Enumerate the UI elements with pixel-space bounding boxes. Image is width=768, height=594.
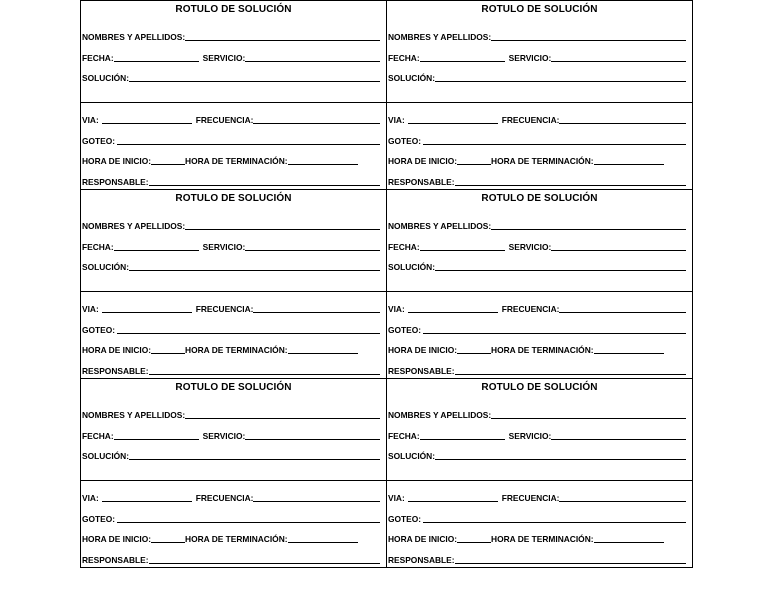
nombres-label: NOMBRES Y APELLIDOS: [388, 410, 492, 420]
fecha-servicio-row [388, 50, 686, 64]
goteo-row [388, 322, 686, 336]
via-label: VIA: [388, 304, 405, 314]
horas-row [82, 342, 380, 356]
fecha-label: FECHA: [82, 431, 114, 441]
horas-row [82, 153, 380, 167]
via-frecuencia-row [388, 301, 686, 315]
nombres-label: NOMBRES Y APELLIDOS: [82, 221, 186, 231]
goteo-label: GOTEO: [82, 514, 116, 524]
hora-inicio-label: HORA DE INICIO: [82, 156, 152, 166]
hora-terminacion-field[interactable] [594, 353, 664, 354]
hora-terminacion-field[interactable] [594, 542, 664, 543]
solucion-field[interactable] [435, 270, 686, 271]
via-field[interactable] [102, 501, 192, 502]
fecha-servicio-row [388, 428, 686, 442]
card-title: ROTULO DE SOLUCIÓN [175, 382, 292, 393]
solucion-label: SOLUCIÓN: [388, 451, 435, 461]
card-title: ROTULO DE SOLUCIÓN [481, 4, 598, 15]
hora-terminacion-label: HORA DE TERMINACIÓN: [185, 156, 288, 166]
nombres-field[interactable] [185, 40, 380, 41]
servicio-label: SERVICIO: [508, 431, 552, 441]
servicio-label: SERVICIO: [508, 242, 552, 252]
nombres-field[interactable] [491, 40, 686, 41]
frecuencia-label: FRECUENCIA: [195, 115, 254, 125]
card-title: ROTULO DE SOLUCIÓN [481, 382, 598, 393]
servicio-field[interactable] [245, 61, 380, 62]
frecuencia-field[interactable] [559, 123, 686, 124]
frecuencia-label: FRECUENCIA: [501, 493, 560, 503]
hora-inicio-label: HORA DE INICIO: [388, 345, 458, 355]
nombres-field[interactable] [185, 229, 380, 230]
servicio-label: SERVICIO: [202, 53, 246, 63]
goteo-field[interactable] [117, 522, 380, 523]
card-title: ROTULO DE SOLUCIÓN [175, 193, 292, 204]
responsable-row [388, 552, 686, 566]
via-label: VIA: [388, 493, 405, 503]
fecha-label: FECHA: [388, 242, 420, 252]
solucion-continuation-line[interactable] [387, 291, 692, 292]
horas-row [388, 531, 686, 545]
frecuencia-label: FRECUENCIA: [195, 304, 254, 314]
fecha-servicio-row [388, 239, 686, 253]
responsable-label: RESPONSABLE: [82, 555, 149, 565]
via-field[interactable] [102, 123, 192, 124]
fecha-field[interactable] [420, 61, 505, 62]
via-field[interactable] [408, 312, 498, 313]
responsable-field[interactable] [149, 185, 380, 186]
nombres-label: NOMBRES Y APELLIDOS: [82, 32, 186, 42]
via-label: VIA: [388, 115, 405, 125]
solution-label-card-6 [386, 378, 693, 568]
hora-inicio-field[interactable] [151, 542, 185, 543]
hora-inicio-label: HORA DE INICIO: [82, 345, 152, 355]
goteo-field[interactable] [423, 522, 686, 523]
nombres-row [82, 218, 380, 232]
solution-label-card-3 [80, 189, 387, 379]
solucion-continuation-line[interactable] [81, 291, 386, 292]
nombres-row [82, 29, 380, 43]
via-label: VIA: [82, 304, 99, 314]
solucion-field[interactable] [129, 270, 380, 271]
solucion-continuation-line[interactable] [387, 102, 692, 103]
hora-inicio-label: HORA DE INICIO: [82, 534, 152, 544]
servicio-field[interactable] [551, 61, 686, 62]
frecuencia-field[interactable] [253, 312, 380, 313]
fecha-field[interactable] [114, 439, 199, 440]
via-frecuencia-row [388, 112, 686, 126]
responsable-label: RESPONSABLE: [388, 366, 455, 376]
solucion-row [82, 259, 380, 273]
goteo-label: GOTEO: [388, 136, 422, 146]
via-label: VIA: [82, 493, 99, 503]
nombres-row [82, 407, 380, 421]
goteo-field[interactable] [117, 144, 380, 145]
solucion-row [388, 70, 686, 84]
servicio-field[interactable] [245, 439, 380, 440]
goteo-row [82, 133, 380, 147]
responsable-field[interactable] [149, 563, 380, 564]
solucion-field[interactable] [129, 81, 380, 82]
hora-terminacion-label: HORA DE TERMINACIÓN: [185, 345, 288, 355]
via-label: VIA: [82, 115, 99, 125]
fecha-field[interactable] [420, 439, 505, 440]
responsable-field[interactable] [149, 374, 380, 375]
label-sheet [80, 0, 693, 568]
via-frecuencia-row [82, 490, 380, 504]
fecha-label: FECHA: [388, 53, 420, 63]
hora-inicio-label: HORA DE INICIO: [388, 156, 458, 166]
hora-terminacion-field[interactable] [288, 164, 358, 165]
goteo-row [388, 133, 686, 147]
solution-label-card-2 [386, 0, 693, 190]
responsable-row [388, 363, 686, 377]
fecha-field[interactable] [420, 250, 505, 251]
horas-row [388, 153, 686, 167]
solucion-row [388, 448, 686, 462]
fecha-servicio-row [82, 428, 380, 442]
responsable-row [82, 552, 380, 566]
solucion-field[interactable] [129, 459, 380, 460]
hora-inicio-field[interactable] [457, 542, 491, 543]
solucion-row [82, 70, 380, 84]
nombres-label: NOMBRES Y APELLIDOS: [388, 221, 492, 231]
nombres-field[interactable] [491, 229, 686, 230]
goteo-field[interactable] [423, 144, 686, 145]
frecuencia-field[interactable] [559, 501, 686, 502]
frecuencia-label: FRECUENCIA: [501, 304, 560, 314]
goteo-label: GOTEO: [388, 325, 422, 335]
card-title: ROTULO DE SOLUCIÓN [175, 4, 292, 15]
solution-label-card-1 [80, 0, 387, 190]
frecuencia-field[interactable] [253, 501, 380, 502]
nombres-field[interactable] [491, 418, 686, 419]
servicio-label: SERVICIO: [202, 242, 246, 252]
fecha-label: FECHA: [82, 242, 114, 252]
servicio-field[interactable] [551, 250, 686, 251]
hora-terminacion-field[interactable] [288, 353, 358, 354]
hora-inicio-field[interactable] [457, 164, 491, 165]
nombres-field[interactable] [185, 418, 380, 419]
hora-terminacion-label: HORA DE TERMINACIÓN: [491, 534, 594, 544]
solucion-field[interactable] [435, 81, 686, 82]
solucion-row [388, 259, 686, 273]
card-title: ROTULO DE SOLUCIÓN [481, 193, 598, 204]
responsable-field[interactable] [455, 563, 686, 564]
goteo-label: GOTEO: [82, 136, 116, 146]
hora-inicio-field[interactable] [151, 164, 185, 165]
nombres-row [388, 407, 686, 421]
solucion-label: SOLUCIÓN: [82, 451, 129, 461]
via-field[interactable] [408, 123, 498, 124]
solucion-row [82, 448, 380, 462]
goteo-field[interactable] [423, 333, 686, 334]
horas-row [388, 342, 686, 356]
hora-terminacion-field[interactable] [288, 542, 358, 543]
fecha-servicio-row [82, 50, 380, 64]
hora-terminacion-field[interactable] [594, 164, 664, 165]
responsable-field[interactable] [455, 374, 686, 375]
solution-label-card-5 [80, 378, 387, 568]
goteo-row [388, 511, 686, 525]
goteo-label: GOTEO: [82, 325, 116, 335]
fecha-field[interactable] [114, 61, 199, 62]
via-frecuencia-row [82, 301, 380, 315]
frecuencia-label: FRECUENCIA: [501, 115, 560, 125]
solucion-continuation-line[interactable] [81, 480, 386, 481]
frecuencia-field[interactable] [253, 123, 380, 124]
goteo-field[interactable] [117, 333, 380, 334]
via-frecuencia-row [82, 112, 380, 126]
horas-row [82, 531, 380, 545]
nombres-row [388, 29, 686, 43]
responsable-row [388, 174, 686, 188]
nombres-label: NOMBRES Y APELLIDOS: [388, 32, 492, 42]
fecha-label: FECHA: [82, 53, 114, 63]
hora-terminacion-label: HORA DE TERMINACIÓN: [491, 345, 594, 355]
hora-inicio-field[interactable] [151, 353, 185, 354]
fecha-label: FECHA: [388, 431, 420, 441]
nombres-label: NOMBRES Y APELLIDOS: [82, 410, 186, 420]
frecuencia-label: FRECUENCIA: [195, 493, 254, 503]
frecuencia-field[interactable] [559, 312, 686, 313]
via-field[interactable] [102, 312, 192, 313]
servicio-label: SERVICIO: [202, 431, 246, 441]
hora-inicio-label: HORA DE INICIO: [388, 534, 458, 544]
solucion-continuation-line[interactable] [387, 480, 692, 481]
goteo-row [82, 322, 380, 336]
solucion-label: SOLUCIÓN: [388, 73, 435, 83]
solution-label-card-4 [386, 189, 693, 379]
hora-terminacion-label: HORA DE TERMINACIÓN: [185, 534, 288, 544]
goteo-row [82, 511, 380, 525]
responsable-field[interactable] [455, 185, 686, 186]
fecha-servicio-row [82, 239, 380, 253]
responsable-label: RESPONSABLE: [388, 177, 455, 187]
via-frecuencia-row [388, 490, 686, 504]
goteo-label: GOTEO: [388, 514, 422, 524]
solucion-continuation-line[interactable] [81, 102, 386, 103]
responsable-row [82, 174, 380, 188]
solucion-label: SOLUCIÓN: [82, 73, 129, 83]
solucion-field[interactable] [435, 459, 686, 460]
responsable-row [82, 363, 380, 377]
responsable-label: RESPONSABLE: [82, 177, 149, 187]
nombres-row [388, 218, 686, 232]
servicio-field[interactable] [245, 250, 380, 251]
hora-terminacion-label: HORA DE TERMINACIÓN: [491, 156, 594, 166]
via-field[interactable] [408, 501, 498, 502]
solucion-label: SOLUCIÓN: [82, 262, 129, 272]
servicio-field[interactable] [551, 439, 686, 440]
solucion-label: SOLUCIÓN: [388, 262, 435, 272]
responsable-label: RESPONSABLE: [82, 366, 149, 376]
fecha-field[interactable] [114, 250, 199, 251]
servicio-label: SERVICIO: [508, 53, 552, 63]
hora-inicio-field[interactable] [457, 353, 491, 354]
responsable-label: RESPONSABLE: [388, 555, 455, 565]
